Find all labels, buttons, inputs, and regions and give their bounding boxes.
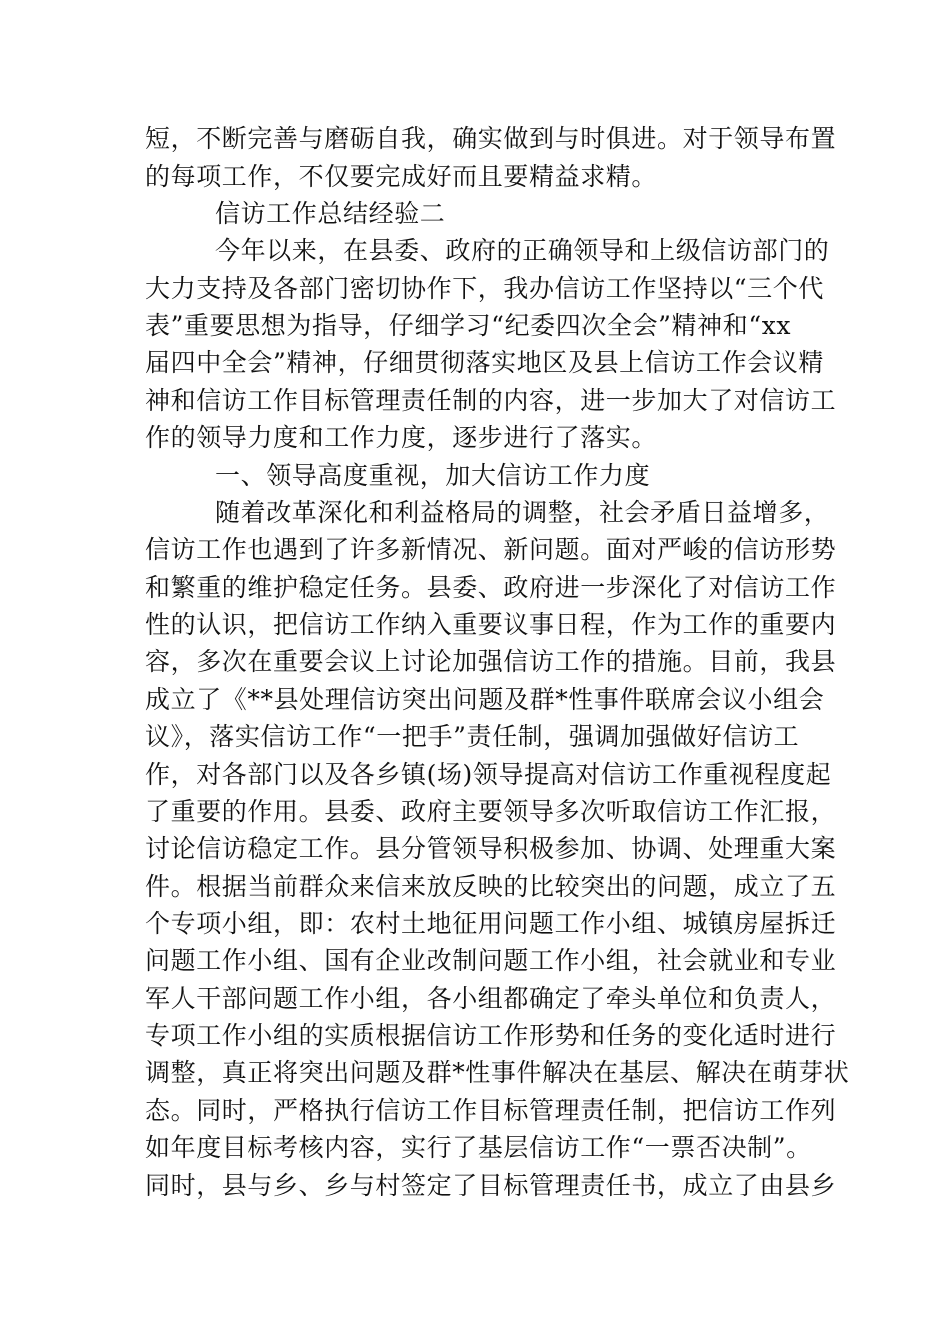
text-line: 短，不断完善与磨砺自我，确实做到与时俱进。对于领导布置 (145, 124, 837, 153)
text-line: 的每项工作，不仅要完成好而且要精益求精。 (145, 162, 658, 191)
text-line: 态。同时，严格执行信访工作目标管理责任制，把信访工作列 (145, 1096, 837, 1125)
text-line: 表”重要思想为指导，仔细学习“纪委四次全会”精神和“xx (145, 311, 792, 340)
text-line: 性的认识，把信访工作纳入重要议事日程，作为工作的重要内 (145, 610, 837, 639)
text-line: 作的领导力度和工作力度，逐步进行了落实。 (145, 423, 658, 452)
text-line: 大力支持及各部门密切协作下，我办信访工作坚持以“三个代 (145, 274, 824, 303)
text-line: 神和信访工作目标管理责任制的内容，进一步加大了对信访工 (145, 386, 837, 415)
text-line: 同时，县与乡、乡与村签定了目标管理责任书，成立了由县乡 (145, 1171, 837, 1200)
text-line: 了重要的作用。县委、政府主要领导多次听取信访工作汇报， (145, 797, 837, 826)
text-line: 个专项小组，即：农村土地征用问题工作小组、城镇房屋拆迁 (145, 909, 837, 938)
section-heading: 一、领导高度重视，加大信访工作力度 (215, 461, 651, 490)
text-line: 今年以来，在县委、政府的正确领导和上级信访部门的 (215, 236, 830, 265)
text-line: 调整，真正将突出问题及群*性事件解决在基层、解决在萌芽状 (145, 1058, 850, 1087)
text-line: 军人干部问题工作小组，各小组都确定了牵头单位和负责人， (145, 984, 837, 1013)
text-line: 容，多次在重要会议上讨论加强信访工作的措施。目前，我县 (145, 647, 837, 676)
text-line: 专项工作小组的实质根据信访工作形势和任务的变化适时进行 (145, 1021, 837, 1050)
section-heading: 信访工作总结经验二 (215, 199, 446, 228)
text-line: 件。根据当前群众来信来放反映的比较突出的问题，成立了五 (145, 872, 837, 901)
text-line: 和繁重的维护稳定任务。县委、政府进一步深化了对信访工作 (145, 573, 837, 602)
text-line: 问题工作小组、国有企业改制问题工作小组，社会就业和专业 (145, 946, 837, 975)
text-line: 作，对各部门以及各乡镇(场)领导提高对信访工作重视程度起 (145, 760, 832, 789)
text-line: 信访工作也遇到了许多新情况、新问题。面对严峻的信访形势 (145, 535, 837, 564)
text-line: 成立了《**县处理信访突出问题及群*性事件联席会议小组会 (145, 685, 825, 714)
text-line: 议》，落实信访工作“一把手”责任制，强调加强做好信访工 (145, 722, 800, 751)
text-line: 届四中全会”精神，仔细贯彻落实地区及县上信访工作会议精 (145, 348, 824, 377)
text-line: 随着改革深化和利益格局的调整，社会矛盾日益增多， (215, 498, 830, 527)
text-line: 讨论信访稳定工作。县分管领导积极参加、协调、处理重大案 (145, 834, 837, 863)
text-line: 如年度目标考核内容，实行了基层信访工作“一票否决制”。 (145, 1133, 812, 1162)
